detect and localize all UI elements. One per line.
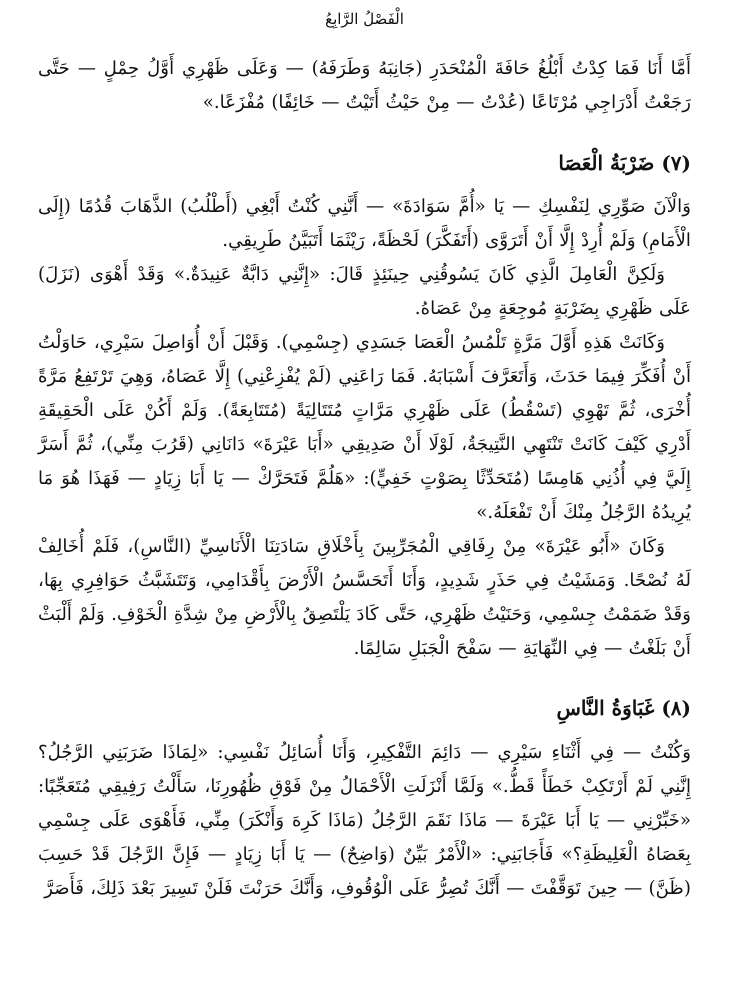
section-7-paragraph: وَالْآنَ صَوِّرِي لِنَفْسِكِ — يَا «أُمَّ سَوَادَةَ» — أَنَّنِي كُنْتُ أَبْغِي (أَطْلُبُ) الذَّهَابَ قُدُمًا (إِلَى الْأَمَامِ) وَلَمْ أُرِدْ إِلَّا أَنْ أَتَرَوَّى (أَتَفَكَّرَ) لَحْظَةً، رَيْثَمَا أَتَبَيَّنُ طَرِيقِي. [38, 196, 691, 251]
chapter-header: الْفَصْلُ الرَّابِعُ [325, 10, 404, 28]
intro-paragraph: أَمَّا أَنَا فَمَا كِدْتُ أَبْلُغُ حَافَةَ الْمُنْحَدَرِ (جَانِبَهُ وَطَرَفَهُ) — وَعَلَى ظَهْرِي أَوَّلُ حِمْلٍ — حَتَّى رَجَعْتُ أَدْرَاجِي مُرْتَاعًا (عُدْتُ — مِنْ حَيْثُ أَتَيْتُ — خَائِفًا) مُفْزَعًا.» [38, 58, 691, 113]
section-7-paragraph: وَكَانَ «أَبُو عَيْرَةَ» مِنْ رِفَاقِي الْمُجَرِّبِينَ بِأَخْلَاقِ سَادَتِنَا الْأَنَاسِيِّ (النَّاسِ)، فَلَمْ أُخَالِفْ لَهُ نُصْحًا. وَمَشَيْتُ فِي حَذَرٍ شَدِيدٍ، وَأَنَا أَتَحَسَّسُ الْأَرْضَ بِأَقْدَامِي، وَتَتَشَبَّثُ حَوَافِرِي بِهَا، وَقَدْ ضَمَمْتُ جِسْمِي، وَحَنَيْتُ ظَهْرِي، حَتَّى كَادَ يَلْتَصِقُ بِالْأَرْضِ مِنْ شِدَّةِ الْخَوْفِ. وَلَمْ أَلْبَثْ أَنْ بَلَغْتُ — فِي النِّهَايَةِ — سَفْحَ الْجَبَلِ سَالِمًا. [38, 536, 691, 659]
section-7-paragraph: وَلَكِنَّ الْعَامِلَ الَّذِي كَانَ يَسُوقُنِي حِينَئِذٍ قَالَ: «إِنَّنِي دَابَّةٌ عَنِيدَةٌ.» وَقَدْ أَهْوَى (نَزَلَ) عَلَى ظَهْرِي بِضَرْبَةٍ مُوجِعَةٍ مِنْ عَصَاهُ. [38, 264, 691, 319]
section-7 [38, 146, 691, 666]
section-7-paragraph: وَكَانَتْ هَذِهِ أَوَّلَ مَرَّةٍ تَلْمُسُ الْعَصَا جَسَدِي (جِسْمِي). وَقَبْلَ أَنْ أُوَاصِلَ سَيْرِي، حَاوَلْتُ أَنْ أُفَكِّرَ فِيمَا حَدَثَ، وَأَتَعَرَّفَ أَسْبَابَهُ. فَمَا رَاعَنِي (لَمْ يُفْزِعْنِي) إِلَّا عَصَاهُ، وَهِيَ تَرْتَفِعُ مَرَّةً أُخْرَى، ثُمَّ تَهْوِي (تَسْقُطُ) عَلَى ظَهْرِي مَرَّاتٍ مُتَتَالِيَةً (مُتَتَابِعَةً). وَلَمْ أَكُنْ عَلَى الْحَقِيقَةِ أَدْرِي كَيْفَ كَانَتْ تَنْتَهِي النَّتِيجَةُ، لَوْلَا أَنْ صَدِيقِي «أَبَا عَيْرَةَ» دَانَانِي (قَرُبَ مِنِّي)، ثُمَّ أَسَرَّ إِلَيَّ فِي أُذُنِي هَامِسًا (مُتَحَدِّثًا بِصَوْتٍ خَفِيٍّ): «هَلُمَّ فَتَحَرَّكْ — يَا أَبَا زِيَادٍ — فَهَذَا هُوَ مَا يُرِيدُهُ الرَّجُلُ مِنْكَ أَنْ تَفْعَلَهُ.» [38, 332, 691, 523]
section-8-paragraph: وَكُنْتُ — فِي أَثْنَاءِ سَيْرِي — دَائِمَ التَّفْكِيرِ، وَأَنَا أُسَائِلُ نَفْسِي: «لِمَاذَا ضَرَبَنِي الرَّجُلُ؟ إِنَّنِي لَمْ أَرْتَكِبْ خَطَأً قَطُّ.» وَلَمَّا أَنْزَلَتِ الْأَحْمَالُ مِنْ فَوْقِ ظُهُورِنَا، سَأَلْتُ رَفِيقِي مُتَعَجِّبًا: «خَبِّرْنِي — يَا أَبَا عَيْرَةَ — مَاذَا نَقَمَ الرَّجُلُ (مَاذَا كَرِهَ وَأَنْكَرَ) مِنِّي، فَأَهْوَى عَلَى جِسْمِي بِعَصَاهُ الْغَلِيظَةِ؟» فَأَجَابَنِي: «الْأَمْرُ بَيِّنٌ (وَاضِحٌ) — يَا أَبَا زِيَادٍ — فَإِنَّ الرَّجُلَ قَدْ حَسِبَ (ظَنَّ) — حِينَ تَوَقَّفْتَ — أَنَّكَ تُصِرُّ عَلَى الْوُقُوفِ، وَأَنَّكَ حَرَنْتَ فَلَنْ تَسِيرَ بَعْدَ ذَلِكَ، فَأَصَرَّ [38, 742, 691, 899]
section-7-title: (٧) ضَرْبَةُ الْعَصَا [558, 151, 691, 175]
section-spacer [38, 666, 691, 691]
section-8 [38, 691, 691, 906]
section-8-title: (٨) غَبَاوَةُ النَّاسِ [556, 696, 691, 720]
